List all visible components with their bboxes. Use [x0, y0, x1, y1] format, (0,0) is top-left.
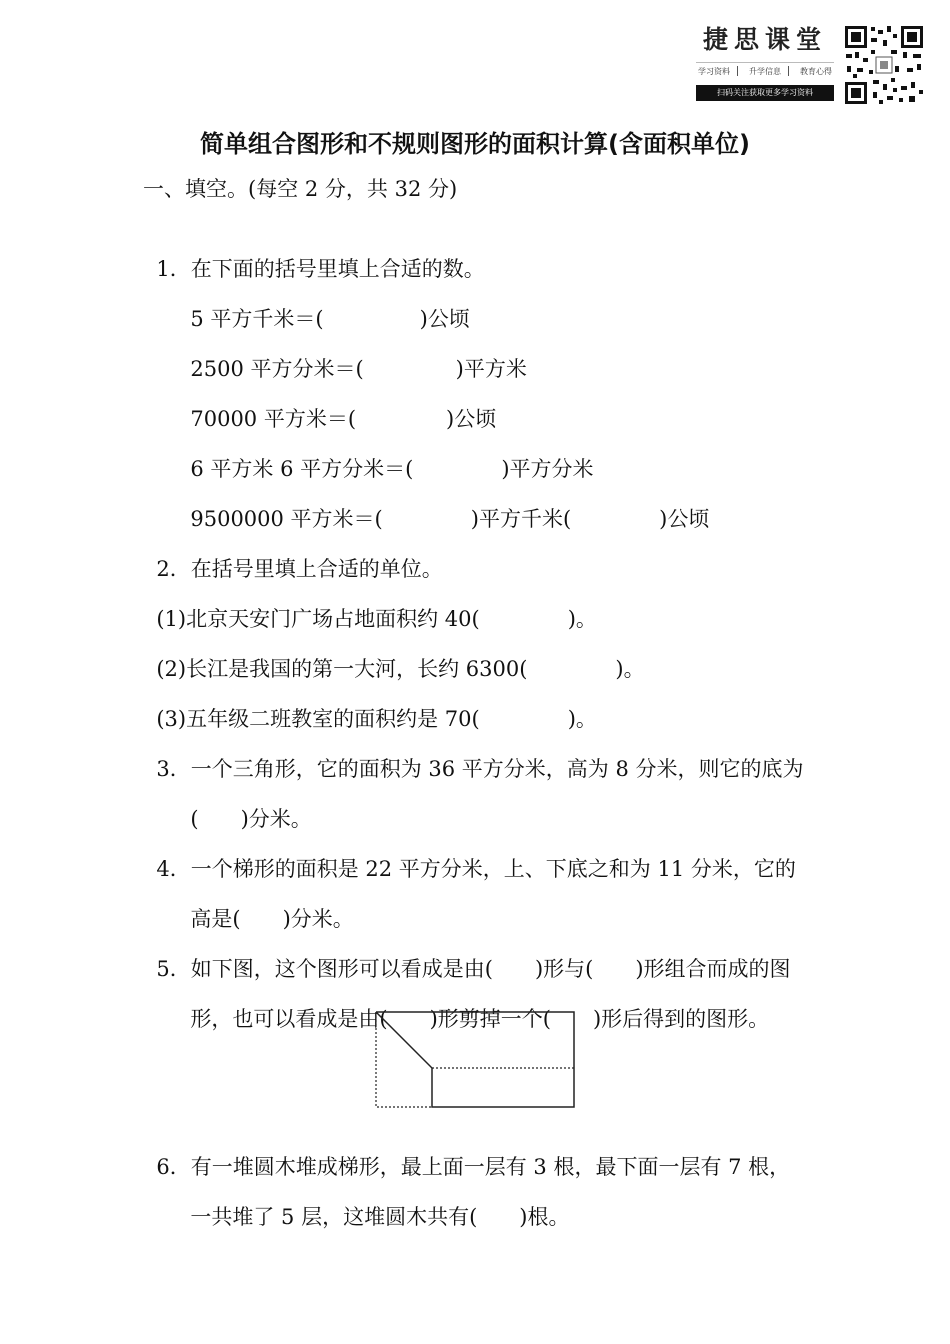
item-text: )分米。 — [240, 807, 312, 831]
brand-tags — [696, 62, 834, 77]
item-text: )形组合而成的图 — [635, 957, 791, 981]
item-text: )平方米 — [455, 357, 527, 381]
divider — [737, 66, 742, 76]
question-number: 2． — [156, 557, 191, 581]
section-heading: 一、填空。(每空 2 分，共 32 分) — [143, 177, 458, 201]
item-text: )公顷 — [419, 307, 470, 331]
brand-tag: 学习资料 — [698, 67, 730, 76]
item-text: (2)长江是我国的第一大河，长约 6300( — [156, 657, 528, 681]
brand-block — [696, 24, 834, 101]
page-title: 简单组合图形和不规则图形的面积计算(含面积单位) — [200, 130, 750, 158]
item-text: )形后得到的图形。 — [592, 1007, 770, 1031]
item-text: )。 — [567, 707, 597, 731]
question-number: 4． — [156, 857, 191, 881]
item-text: )根。 — [519, 1205, 570, 1229]
question-number: 3． — [156, 757, 191, 781]
item-text: )公顷 — [659, 507, 710, 531]
item-text: 2500 平方分米＝( — [190, 357, 364, 381]
item-text: 6 平方米 6 平方分米＝( — [190, 457, 414, 481]
item-text: )形剪掉一个( — [429, 1007, 551, 1031]
question-text: 一个梯形的面积是 22 平方分米，上、下底之和为 11 分米，它的 — [190, 857, 796, 881]
item-text: (3)五年级二班教室的面积约是 70( — [156, 707, 480, 731]
question-number: 1． — [156, 257, 191, 281]
brand-banner: 扫码关注获取更多学习资料 — [696, 85, 834, 101]
item-text: (1)北京天安门广场占地面积约 40( — [156, 607, 480, 631]
item-text: 高是( — [190, 907, 241, 931]
item-text: ( — [190, 807, 199, 831]
question-text: 有一堆圆木堆成梯形，最上面一层有 3 根，最下面一层有 7 根， — [190, 1155, 791, 1179]
brand-name: 捷思课堂 — [702, 25, 827, 54]
question-text: 在括号里填上合适的单位。 — [190, 557, 443, 581]
brand-tag: 教育心得 — [800, 67, 832, 76]
item-text: 9500000 平方米＝( — [190, 507, 383, 531]
composite-figure — [374, 1010, 576, 1110]
qr-code-icon — [843, 24, 925, 106]
item-text: )公顷 — [446, 407, 497, 431]
item-text: )。 — [615, 657, 645, 681]
item-text: )平方分米 — [501, 457, 594, 481]
item-text: 如下图，这个图形可以看成是由( — [190, 957, 493, 981]
question-text: 在下面的括号里填上合适的数。 — [190, 257, 485, 281]
item-text: )分米。 — [282, 907, 354, 931]
question-number: 6． — [156, 1155, 191, 1179]
divider — [788, 66, 793, 76]
figure-outline — [376, 1012, 574, 1107]
question-text: 一个三角形，它的面积为 36 平方分米，高为 8 分米，则它的底为 — [190, 757, 804, 781]
item-text: 形，也可以看成是由( — [190, 1007, 388, 1031]
question-6-cont — [177, 1172, 569, 1232]
item-text: )形与( — [534, 957, 594, 981]
item-text: )平方千米( — [470, 507, 572, 531]
brand-tag: 升学信息 — [749, 67, 781, 76]
item-text: )。 — [567, 607, 597, 631]
item-text: 5 平方千米＝( — [190, 307, 324, 331]
item-text: 70000 平方米＝( — [190, 407, 357, 431]
question-number: 5． — [156, 957, 191, 981]
item-text: 一共堆了 5 层，这堆圆木共有( — [190, 1205, 478, 1229]
